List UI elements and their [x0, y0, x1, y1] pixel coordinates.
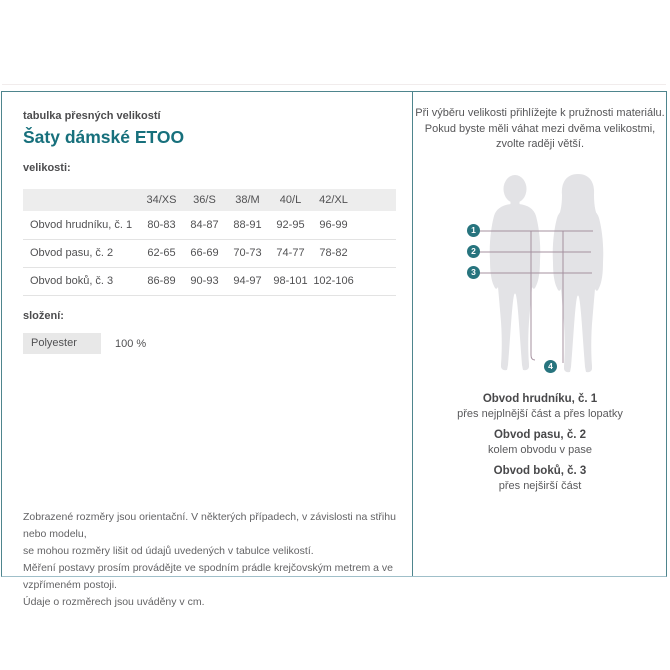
- size-value: 96-99: [312, 211, 355, 239]
- table-row: [23, 267, 396, 295]
- size-value: 80-83: [140, 211, 183, 239]
- size-table-panel: [2, 92, 412, 608]
- size-value: 84-87: [183, 211, 226, 239]
- size-column-header: 40/L: [269, 189, 312, 211]
- row-label: Obvod boků, č. 3: [23, 267, 140, 295]
- size-table-filler-cell: [355, 211, 396, 239]
- row-label: Obvod pasu, č. 2: [23, 239, 140, 267]
- size-value: 74-77: [269, 239, 312, 267]
- size-value: 70-73: [226, 239, 269, 267]
- size-value: 102-106: [312, 267, 355, 295]
- size-value: 94-97: [226, 267, 269, 295]
- size-value: 62-65: [140, 239, 183, 267]
- measurement-descriptions: [413, 392, 667, 500]
- measurement-guide-panel: [413, 92, 667, 576]
- disclaimer-line: Měření postavy prosím provádějte ve spodním prádle krejčovským metrem a ve vzpřímeném postoji.: [23, 562, 393, 591]
- marker-3-badge: 3: [467, 266, 480, 279]
- measurement-desc: přes nejplnější část a přes lopatky: [457, 408, 623, 420]
- size-table-filler-cell: [355, 267, 396, 295]
- marker-1-badge: 1: [467, 224, 480, 237]
- size-column-header: 42/XL: [312, 189, 355, 211]
- fit-advice-line: Pokud byste měli váhat mezi dvěma velikostmi,: [424, 122, 656, 135]
- size-column-header: 36/S: [183, 189, 226, 211]
- top-hairline: [2, 84, 666, 85]
- measurement-item: [413, 428, 667, 458]
- table-row: [23, 211, 396, 239]
- size-table-corner-cell: [23, 189, 140, 211]
- size-value: 66-69: [183, 239, 226, 267]
- table-row: [23, 239, 396, 267]
- size-value: 98-101: [269, 267, 312, 295]
- measurement-title: Obvod boků, č. 3: [493, 465, 587, 477]
- marker-4-badge: 4: [544, 360, 557, 373]
- table-eyebrow: tabulka přesných velikostí: [23, 110, 161, 122]
- measurement-desc: přes nejširší část: [498, 480, 582, 492]
- measurement-desc: kolem obvodu v pase: [488, 444, 592, 456]
- size-value: 92-95: [269, 211, 312, 239]
- disclaimer-text: [23, 509, 403, 611]
- size-value: 88-91: [226, 211, 269, 239]
- size-table-filler-cell: [355, 189, 396, 211]
- row-label: Obvod hrudníku, č. 1: [23, 211, 140, 239]
- fit-advice-line: zvolte raději větší.: [495, 138, 585, 150]
- chart-frame: [1, 91, 667, 608]
- size-value: 90-93: [183, 267, 226, 295]
- composition-row: [23, 333, 146, 354]
- size-table-filler-cell: [355, 239, 396, 267]
- product-title: Šaty dámské ETOO: [23, 127, 185, 147]
- disclaimer-line: Zobrazené rozměry jsou orientační. V některých případech, v závislosti na střihu nebo modelu,: [23, 511, 396, 540]
- measurement-item: [413, 392, 667, 422]
- size-column-header: 34/XS: [140, 189, 183, 211]
- material-chip: Polyester: [23, 333, 101, 354]
- fit-advice-line: Při výběru velikosti přihlížejte k pružnosti materiálu.: [415, 107, 665, 119]
- size-value: 78-82: [312, 239, 355, 267]
- measurement-title: Obvod hrudníku, č. 1: [482, 393, 598, 405]
- material-percentage: 100 %: [115, 337, 147, 350]
- disclaimer-line: Údaje o rozměrech jsou uváděny v cm.: [23, 596, 205, 608]
- marker-2-badge: 2: [467, 245, 480, 258]
- size-column-header: 38/M: [226, 189, 269, 211]
- measurement-title: Obvod pasu, č. 2: [493, 429, 587, 441]
- sizes-section-label: velikosti:: [23, 162, 71, 174]
- fit-advice-text: [413, 106, 667, 153]
- disclaimer-line: se mohou rozměry lišit od údajů uvedených v tabulce velikostí.: [23, 545, 314, 557]
- size-table: [23, 189, 396, 296]
- size-table-header-row: [23, 189, 396, 211]
- size-value: 86-89: [140, 267, 183, 295]
- composition-section-label: složení:: [23, 310, 64, 322]
- measurement-item: [413, 464, 667, 494]
